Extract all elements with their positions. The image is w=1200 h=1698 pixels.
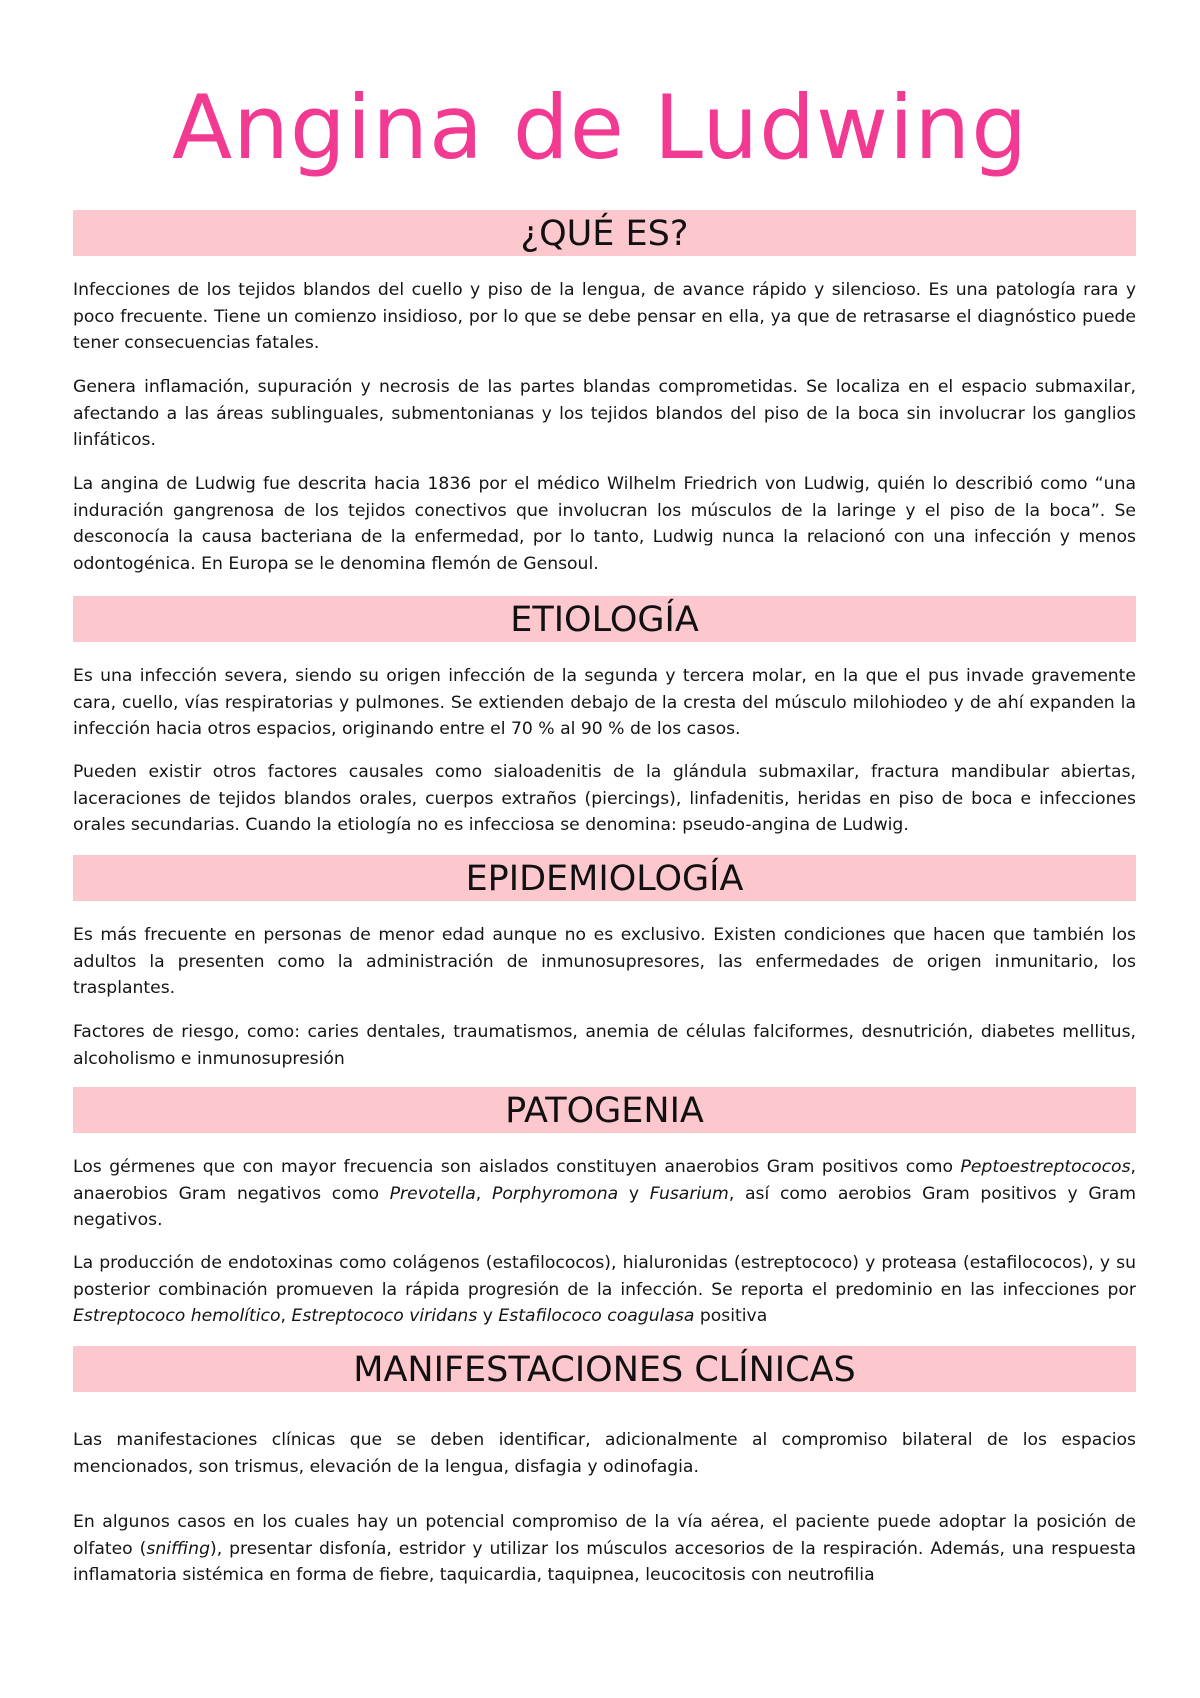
paragraph: La producción de endotoxinas como colágenos (estafilococos), hialuronidas (estreptococo) y proteasa (estafilococos), y su posterior combinación promueven la rápida progresión de la infección. Se reporta el predominio en las infecciones por Estreptococo hemolítico, Estreptococo viridans y Estafilococo coagulasa positiva: [73, 1253, 1136, 1326]
paragraph: La angina de Ludwig fue descrita hacia 1836 por el médico Wilhelm Friedrich von Ludwig, quién lo describió como “una induración gangrenosa de los tejidos conectivos que involucran los músculos de la laringe y el piso de la boca”. Se desconocía la causa bacteriana de la enfermedad, por lo tanto, Ludwig nunca la relacionó con una infección y menos odontogénica. En Europa se le denomina flemón de Gensoul.: [73, 474, 1136, 574]
paragraph: Infecciones de los tejidos blandos del cuello y piso de la lengua, de avance rápido y silencioso. Es una patología rara y poco frecuente. Tiene un comienzo insidioso, por lo que se debe pensar en ella, ya que de retrasarse el diagnóstico puede tener consecuencias fatales.: [73, 280, 1136, 353]
paragraph: Es más frecuente en personas de menor edad aunque no es exclusivo. Existen condiciones que hacen que también los adultos la presenten como la administración de inmunosupresores, las enfermedades de origen inmunitario, los trasplantes.: [73, 925, 1136, 998]
heading-manifestaciones-clinicas: MANIFESTACIONES CLÍNICAS: [73, 1346, 1136, 1392]
heading-patogenia: PATOGENIA: [73, 1087, 1136, 1133]
paragraph: Pueden existir otros factores causales como sialoadenitis de la glándula submaxilar, fractura mandibular abiertas, laceraciones de tejidos blandos orales, cuerpos extraños (piercings), linfadenitis, heridas en piso de boca e infecciones orales secundarias. Cuando la etiología no es infecciosa se denomina: pseudo-angina de Ludwig.: [73, 762, 1136, 835]
paragraph: Factores de riesgo, como: caries dentales, traumatismos, anemia de células falciformes, desnutrición, diabetes mellitus, alcoholismo e inmunosupresión: [73, 1022, 1136, 1069]
heading-epidemiologia: EPIDEMIOLOGÍA: [73, 855, 1136, 901]
heading-etiologia: ETIOLOGÍA: [73, 596, 1136, 642]
paragraph: Es una infección severa, siendo su origen infección de la segunda y tercera molar, en la que el pus invade gravemente cara, cuello, vías respiratorias y pulmones. Se extienden debajo de la cresta del músculo milohiodeo y de ahí expanden la infección hacia otros espacios, originando entre el 70 % al 90 % de los casos.: [73, 666, 1136, 739]
paragraph: Los gérmenes que con mayor frecuencia son aislados constituyen anaerobios Gram positivos como Peptoestreptococos, anaerobios Gram negativos como Prevotella, Porphyromona y Fusarium, así como aerobios Gram positivos y Gram negativos.: [73, 1157, 1136, 1230]
paragraph: En algunos casos en los cuales hay un potencial compromiso de la vía aérea, el paciente puede adoptar la posición de olfateo (sniffing), presentar disfonía, estridor y utilizar los músculos accesorios de la respiración. Además, una respuesta inflamatoria sistémica en forma de fiebre, taquicardia, taquipnea, leucocitosis con neutrofilia: [73, 1512, 1136, 1585]
paragraph: Genera inflamación, supuración y necrosis de las partes blandas comprometidas. Se localiza en el espacio submaxilar, afectando a las áreas sublinguales, submentonianas y los tejidos blandos del piso de la boca sin involucrar los ganglios linfáticos.: [73, 377, 1136, 450]
paragraph: Las manifestaciones clínicas que se deben identificar, adicionalmente al compromiso bilateral de los espacios mencionados, son trismus, elevación de la lengua, disfagia y odinofagia.: [73, 1430, 1136, 1477]
document-title: Angina de Ludwing: [171, 76, 1029, 179]
heading-que-es: ¿QUÉ ES?: [73, 210, 1136, 256]
